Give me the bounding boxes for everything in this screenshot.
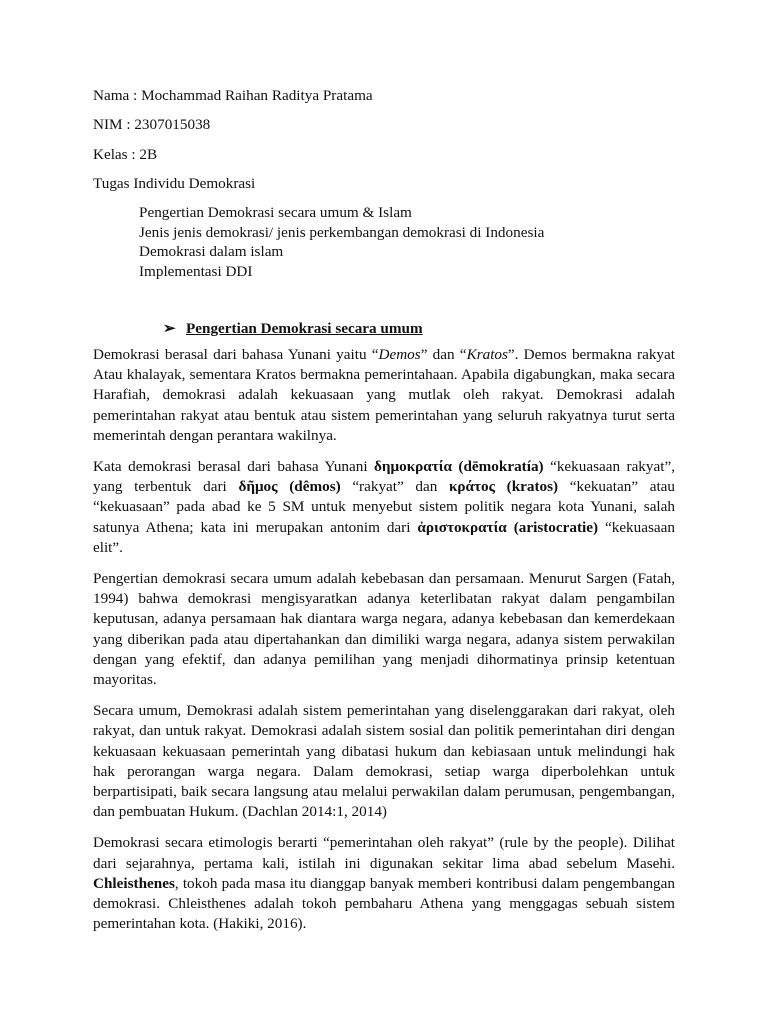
term-aristocratie: ἀριστοκρατία (aristocratie): [417, 518, 599, 536]
arrow-bullet-icon: ➢: [163, 320, 176, 337]
text-run: Demokrasi berasal dari bahasa Yunani yaitu “: [93, 346, 379, 363]
text-run: Kata demokrasi berasal dari bahasa Yunani: [93, 458, 375, 476]
term-kratos-greek: κράτος (kratos): [448, 478, 559, 496]
text-run: , tokoh pada masa itu dianggap banyak memberi kontribusi dalam pengembangan demokrasi. Chleisthenes adalah tokoh pembaharu Athena yang menggagas sebuah sistem pemerintahan kota. (Hakiki, 2016).: [93, 874, 675, 933]
topic-item: Implementasi DDI: [139, 262, 253, 280]
assignment-title: Tugas Individu Demokrasi: [93, 175, 256, 192]
topic-item: Demokrasi dalam islam: [139, 243, 284, 261]
term-demos: Demos: [378, 346, 421, 363]
paragraph-history: [93, 833, 675, 934]
student-nim: NIM : 2307015038: [93, 116, 211, 133]
term-demokratia: δημοκρατία (dēmokratía): [374, 458, 544, 476]
paragraph-etymology: [93, 345, 675, 446]
paragraph-general: Secara umum, Demokrasi adalah sistem pemerintahan yang diselenggarakan dari rakyat, oleh rakyat, dan untuk rakyat. Demokrasi adalah sistem sosial dan politik pemerintahan diri dengan kekuasaan kekuasaan pemerintah yang dibatasi hukum dan kebiasaan untuk melindungi hak hak perorangan warga negara. Dalam demokrasi, setiap warga diperbolehkan untuk berpartisipati, baik secara langsung atau melalui perwakilan dalam perumusan, pengembangan, dan pembuatan Hukum. (Dachlan 2014:1, 2014): [93, 702, 675, 821]
term-kratos: Kratos: [466, 346, 508, 363]
section-title: Pengertian Demokrasi secara umum: [186, 320, 423, 337]
text-run: ”. Demos bermakna rakyat Atau khalayak, sementara Kratos bermakna pemerintahaan. Apabila digabungkan, maka secara Harafiah, demokrasi adalah kekuasaan yang mutlak oleh rakyat. Demokrasi adalah pemerintahan rakyat atau bentuk atau sistem pemerintahan yang seluruh rakyatnya turut serta memerintah dengan perantara wakilnya.: [93, 346, 675, 444]
topic-item: Jenis jenis demokrasi/ jenis perkembangan demokrasi di Indonesia: [139, 223, 545, 241]
topic-item: Pengertian Demokrasi secara umum & Islam: [139, 204, 412, 221]
text-run: “kekuatan” atau “kekuasaan” pada abad ke 5 SM untuk menyebut sistem politik negara kota Yunani, salah satunya Athena; kata ini merupakan antonim dari: [93, 478, 675, 536]
text-run: Demokrasi secara etimologis berarti “pemerintahan oleh rakyat” (rule by the people). Dilihat dari sejarahnya, pertama kali, istilah ini digunakan sekitar lima abad sebelum Masehi.: [93, 834, 675, 872]
document-body: [93, 345, 675, 945]
paragraph-greek-origin: [93, 457, 675, 558]
text-run: “rakyat” dan: [340, 478, 449, 496]
student-class: Kelas : 2B: [93, 146, 158, 163]
paragraph-definition: Pengertian demokrasi secara umum adalah kebebasan dan persamaan. Menurut Sargen (Fatah, 1994) bahwa demokrasi mengisyaratkan adanya keterlibatan rakyat dalam pengambilan keputusan, adanya persamaan hak diantara warga negara, adanya kebebasan dan kemerdekaan yang diberikan pada atau dipertahankan dan dimiliki warga negara, adanya sistem perwakilan dengan yang efektif, dan adanya pemilihan yang menjadi dihormatinya prinsip ketentuan mayoritas.: [93, 570, 675, 689]
text-run: “kekuasaan rakyat”, yang terbentuk dari: [93, 458, 675, 496]
student-name: Nama : Mochammad Raihan Raditya Pratama: [93, 87, 373, 104]
section-heading: [163, 319, 423, 339]
term-chleisthenes: Chleisthenes: [93, 874, 175, 892]
text-run: “kekuasaan elit”.: [93, 518, 675, 556]
term-demos-greek: δῆμος (dêmos): [238, 478, 341, 496]
text-run: ” dan “: [420, 346, 467, 363]
topic-list: [139, 203, 544, 281]
